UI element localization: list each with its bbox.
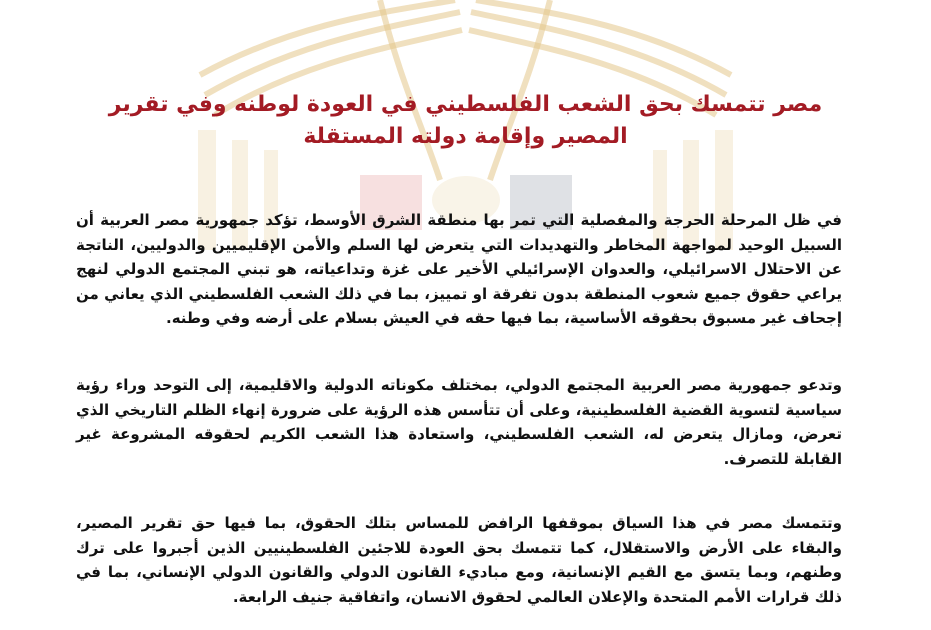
- title-line-2: المصير وإقامة دولته المستقلة: [303, 124, 628, 149]
- document-title: [40, 89, 891, 153]
- title-line-1: مصر تتمسك بحق الشعب الفلسطيني في العودة لوطنه وفي تقرير: [108, 92, 823, 117]
- paragraph-3: وتتمسك مصر في هذا السياق بموقفها الرافض للمساس بتلك الحقوق، بما فيها حق تقرير المصير، والبقاء على الأرض والاستقلال، كما تتمسك بحق العودة للاجئين الفلسطينيين الذين أجبروا على ترك وطنهم، وبما يتسق مع القيم الإنسانية، ومع مباديء القانون الدولي والقانون الدولي الإنساني، بما في ذلك قرارات الأمم المتحدة والإعلان العالمي لحقوق الانسان، واتفاقية جنيف الرابعة.: [76, 514, 842, 606]
- paragraph-1: في ظل المرحلة الحرجة والمفصلية التي تمر بها منطقة الشرق الأوسط، تؤكد جمهورية مصر العربية أن السبيل الوحيد لمواجهة المخاطر والتهديدات التي يتعرض لها السلم والأمن الإقليميين والدوليين، الناتجة عن الاحتلال الاسرائيلي، والعدوان الإسرائيلي الأخير على غزة وتداعياته، هو تبني المجتمع الدولي لنهج يراعي حقوق جميع شعوب المنطقة بدون تفرقة او تمييز، بما في ذلك الشعب الفلسطيني الذي يعاني من إجحاف غير مسبوق بحقوقه الأساسية، بما فيها حقه في العيش بسلام على أرضه وفي وطنه.: [76, 211, 842, 327]
- paragraph-2: وتدعو جمهورية مصر العربية المجتمع الدولي، بمختلف مكوناته الدولية والاقليمية، إلى التوحد وراء رؤية سياسية لتسوية القضية الفلسطينية، وعلى أن تتأسس هذه الرؤية على ضرورة إنهاء الظلم التاريخي الذي تعرض، ومازال يتعرض له، الشعب الفلسطيني، واستعادة هذا الشعب الكريم لحقوقه المشروعة غير القابلة للتصرف.: [76, 376, 842, 468]
